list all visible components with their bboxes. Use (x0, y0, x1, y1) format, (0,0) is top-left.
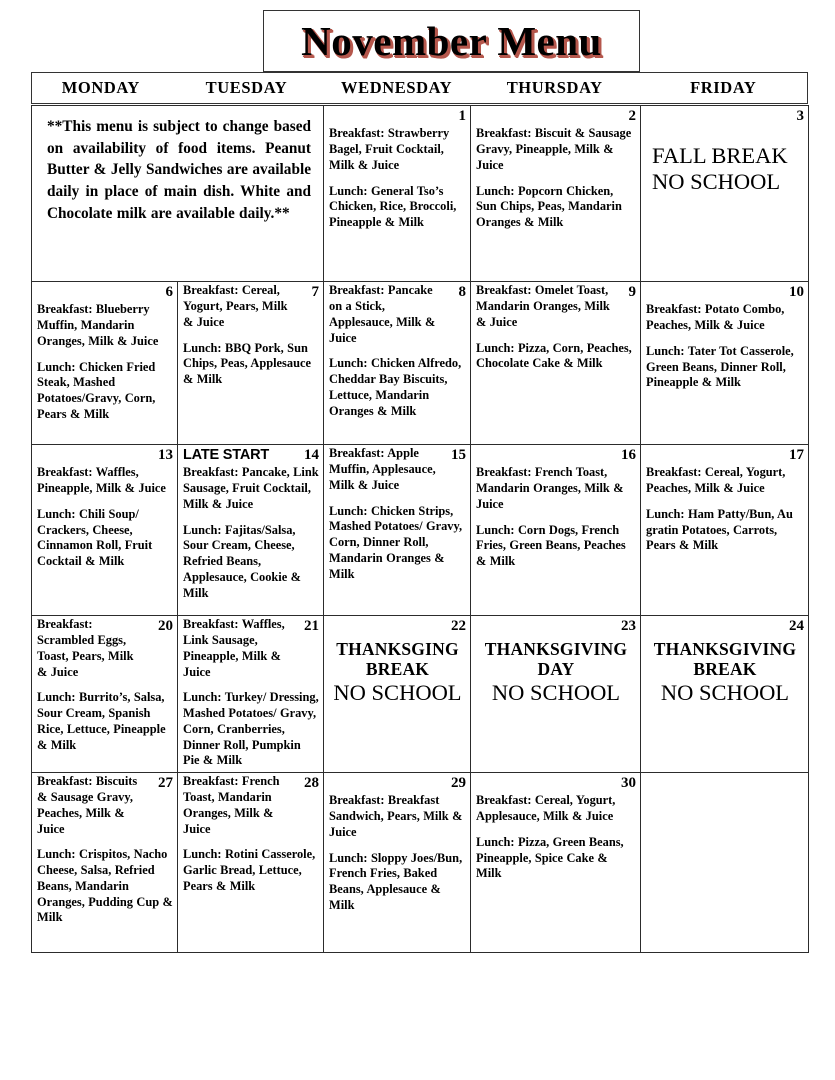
notice-line: NO SCHOOL (333, 679, 462, 705)
notice-line: NO SCHOOL (652, 169, 781, 195)
breakfast-text: Breakfast: Pancake, Link Sausage, Fruit Cocktail, Milk & Juice (183, 465, 319, 511)
day-header (37, 284, 173, 301)
calendar-day-cell-8 (324, 282, 471, 445)
calendar-day-cell-13 (32, 445, 178, 616)
breakfast-text: Breakfast: Cereal, Yogurt, Peaches, Milk & Juice (646, 465, 786, 495)
day-number: 8 (458, 284, 466, 300)
day-header (646, 108, 804, 125)
lunch-text: Lunch: Crispitos, Nacho Cheese, Salsa, Refried Beans, Mandarin Oranges, Pudding Cup & Milk (37, 847, 173, 925)
day-number: 16 (621, 447, 636, 463)
day-number: 27 (158, 775, 173, 791)
menu-disclaimer-cell (32, 106, 324, 282)
breakfast-text: Breakfast: Omelet Toast, Mandarin Oranges, Milk & Juice (476, 283, 610, 329)
lunch-text: Lunch: Turkey/ Dressing, Mashed Potatoes/ Gravy, Corn, Cranberries, Dinner Roll, Pumpkin Pie & Milk (183, 690, 319, 768)
lunch-text: Lunch: Tater Tot Casserole, Green Beans, Dinner Roll, Pineapple & Milk (646, 343, 794, 390)
weekday-header-tuesday: TUESDAY (205, 78, 288, 97)
notice-line: DAY (537, 659, 575, 680)
breakfast-text: Breakfast: Cereal, Yogurt, Applesauce, Milk & Juice (476, 793, 616, 823)
calendar-day-cell-24 (641, 616, 809, 773)
lunch-text: Lunch: Popcorn Chicken, Sun Chips, Peas, Mandarin Oranges & Milk (476, 183, 622, 229)
day-header (476, 618, 636, 635)
lunch-text: Lunch: Pizza, Green Beans, Pineapple, Spice Cake & Milk (476, 834, 624, 881)
day-number: 10 (789, 284, 804, 300)
calendar-day-cell-20 (32, 616, 178, 773)
menu-disclaimer-text: **This menu is subject to change based on availability of food items. Peanut Butter & Jelly Sandwiches are available daily in place of main dish. White and Chocolate milk are available daily.** (47, 118, 311, 222)
calendar-day-cell-17 (641, 445, 809, 616)
day-header (329, 108, 466, 125)
calendar-day-cell-22 (324, 616, 471, 773)
notice-line: THANKSGIVING (653, 639, 797, 660)
day-number: 9 (628, 284, 636, 300)
menu-title-box (263, 10, 640, 72)
breakfast-text: Breakfast: Potato Combo, Peaches, Milk & Juice (646, 302, 785, 332)
calendar-day-cell-30 (471, 773, 641, 953)
lunch-text: Lunch: Fajitas/Salsa, Sour Cream, Cheese, Refried Beans, Applesauce, Cookie & Milk (183, 522, 301, 600)
day-number: 13 (158, 447, 173, 463)
calendar-day-cell-6 (32, 282, 178, 445)
day-number: 14 (304, 447, 319, 463)
day-header (646, 284, 804, 301)
day-header (476, 447, 636, 464)
day-number: 30 (621, 775, 636, 791)
breakfast-text: Breakfast: Biscuit & Sausage Gravy, Pineapple, Milk & Juice (476, 126, 632, 172)
calendar-week-row (32, 282, 809, 445)
day-header (646, 447, 804, 464)
weekday-header-thursday: THURSDAY (506, 78, 603, 97)
lunch-text: Lunch: BBQ Pork, Sun Chips, Peas, Applesauce & Milk (183, 340, 311, 386)
breakfast-text: Breakfast: Blueberry Muffin, Mandarin Oranges, Milk & Juice (37, 302, 159, 348)
lunch-text: Lunch: Chili Soup/ Crackers, Cheese, Cinnamon Roll, Fruit Cocktail & Milk (37, 506, 153, 568)
lunch-text: Lunch: Chicken Alfredo, Cheddar Bay Biscuits, Lettuce, Mandarin Oranges & Milk (329, 356, 462, 418)
day-number: 29 (451, 775, 466, 791)
calendar-day-cell-15 (324, 445, 471, 616)
calendar-day-cell-7 (178, 282, 324, 445)
page-title: November Menu (301, 17, 602, 64)
day-header (476, 775, 636, 792)
breakfast-text: Breakfast: Biscuits & Sausage Gravy, Peaches, Milk & Juice (37, 774, 138, 836)
notice-line: THANKSGING (336, 639, 459, 660)
calendar-day-cell-21 (178, 616, 324, 773)
lunch-text: Lunch: General Tso’s Chicken, Rice, Broccoli, Pineapple & Milk (329, 183, 457, 229)
day-number: 7 (311, 284, 319, 300)
day-header (329, 618, 466, 635)
calendar-week-row (32, 616, 809, 773)
notice-line: BREAK (365, 659, 430, 680)
calendar-week-row (32, 445, 809, 616)
weekday-header-monday: MONDAY (61, 78, 140, 97)
day-number: 15 (451, 447, 466, 463)
no-school-notice (329, 635, 466, 705)
notice-line: BREAK (693, 659, 757, 680)
lunch-text: Lunch: Burrito’s, Salsa, Sour Cream, Spanish Rice, Lettuce, Pineapple & Milk (37, 690, 166, 752)
breakfast-text: Breakfast: Breakfast Sandwich, Pears, Milk & Juice (329, 793, 463, 839)
menu-calendar-table (31, 105, 809, 953)
no-school-notice (646, 125, 804, 195)
day-header (183, 447, 319, 464)
day-number: 20 (158, 618, 173, 634)
day-number: 22 (451, 618, 466, 634)
day-number: 1 (458, 108, 466, 124)
calendar-day-cell-29 (324, 773, 471, 953)
calendar-empty-cell (641, 773, 809, 953)
day-number: 3 (796, 108, 804, 124)
lunch-text: Lunch: Chicken Strips, Mashed Potatoes/ Gravy, Corn, Dinner Roll, Mandarin Oranges & Milk (329, 503, 463, 581)
calendar-week-row (32, 106, 809, 282)
notice-line: NO SCHOOL (660, 679, 790, 705)
calendar-week-row (32, 773, 809, 953)
weekday-header-row (31, 72, 808, 104)
day-header (646, 618, 804, 635)
weekday-header-friday: FRIDAY (690, 78, 757, 97)
late-start-badge: LATE START (183, 447, 270, 463)
no-school-notice (476, 635, 636, 705)
breakfast-text: Breakfast: French Toast, Mandarin Oranges, Milk & Juice (183, 774, 280, 836)
breakfast-text: Breakfast: Scrambled Eggs, Toast, Pears, Milk & Juice (37, 617, 134, 679)
day-number: 21 (304, 618, 319, 634)
calendar-day-cell-9 (471, 282, 641, 445)
day-number: 28 (304, 775, 319, 791)
breakfast-text: Breakfast: Apple Muffin, Applesauce, Milk & Juice (329, 446, 436, 492)
breakfast-text: Breakfast: Pancake on a Stick, Applesauce, Milk & Juice (329, 283, 436, 345)
breakfast-text: Breakfast: French Toast, Mandarin Oranges, Milk & Juice (476, 465, 624, 511)
calendar-day-cell-27 (32, 773, 178, 953)
notice-line: NO SCHOOL (491, 679, 621, 705)
day-number: 2 (628, 108, 636, 124)
calendar-day-cell-3 (641, 106, 809, 282)
calendar-day-cell-10 (641, 282, 809, 445)
breakfast-text: Breakfast: Strawberry Bagel, Fruit Cocktail, Milk & Juice (329, 126, 450, 172)
breakfast-text: Breakfast: Waffles, Link Sausage, Pineapple, Milk & Juice (183, 617, 285, 679)
lunch-text: Lunch: Pizza, Corn, Peaches, Chocolate Cake & Milk (476, 340, 632, 371)
calendar-day-cell-2 (471, 106, 641, 282)
calendar-day-cell-23 (471, 616, 641, 773)
calendar-day-cell-16 (471, 445, 641, 616)
breakfast-text: Breakfast: Waffles, Pineapple, Milk & Juice (37, 465, 166, 495)
no-school-notice (646, 635, 804, 705)
day-header (476, 108, 636, 125)
day-header (329, 775, 466, 792)
calendar-day-cell-14 (178, 445, 324, 616)
lunch-text: Lunch: Corn Dogs, French Fries, Green Beans, Peaches & Milk (476, 522, 626, 568)
notice-line: THANKSGIVING (484, 639, 628, 660)
calendar-day-cell-1 (324, 106, 471, 282)
day-number: 6 (165, 284, 173, 300)
lunch-text: Lunch: Ham Patty/Bun, Au gratin Potatoes, Carrots, Pears & Milk (646, 506, 793, 553)
day-header (37, 447, 173, 464)
breakfast-text: Breakfast: Cereal, Yogurt, Pears, Milk & Juice (183, 283, 288, 329)
day-number: 24 (789, 618, 804, 634)
day-number: 23 (621, 618, 636, 634)
day-number: 17 (789, 447, 804, 463)
weekday-header-wednesday: WEDNESDAY (340, 78, 453, 97)
lunch-text: Lunch: Sloppy Joes/Bun, French Fries, Baked Beans, Applesauce & Milk (329, 850, 463, 912)
lunch-text: Lunch: Rotini Casserole, Garlic Bread, Lettuce, Pears & Milk (183, 847, 316, 893)
lunch-text: Lunch: Chicken Fried Steak, Mashed Potatoes/Gravy, Corn, Pears & Milk (37, 359, 156, 421)
calendar-day-cell-28 (178, 773, 324, 953)
notice-line: FALL BREAK (652, 143, 788, 169)
